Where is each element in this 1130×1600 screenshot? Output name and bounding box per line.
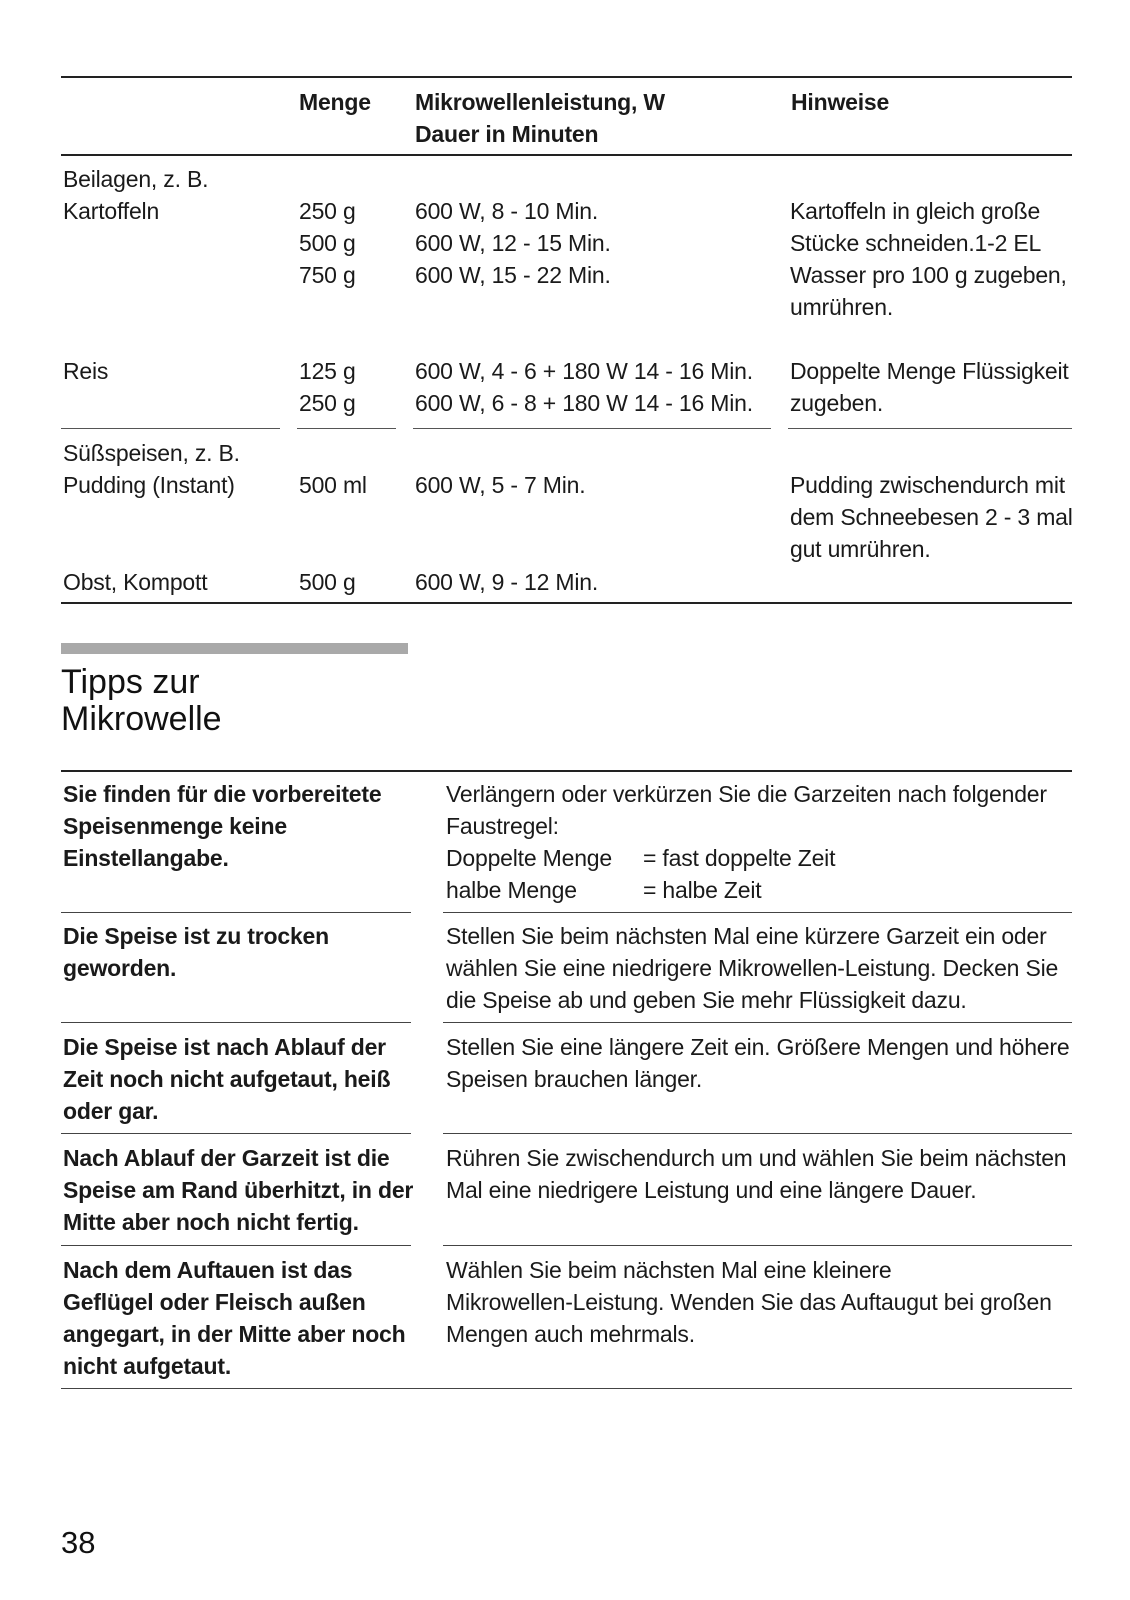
cell-hinweis: Pudding zwischendurch mit: [790, 472, 1065, 498]
rule-right: = fast doppelte Zeit: [643, 845, 836, 871]
tip-divider: [443, 1245, 1072, 1246]
section-title-line2: Mikrowelle: [61, 700, 222, 738]
tip-solution: Speisen brauchen länger.: [446, 1066, 703, 1092]
section-accent-bar: [61, 643, 408, 654]
tip-solution: Mengen auch mehrmals.: [446, 1321, 695, 1347]
cell-hinweis: Stücke schneiden.1-2 EL: [790, 230, 1042, 256]
tip-problem: geworden.: [63, 955, 177, 981]
tip-solution: Mikrowellen-Leistung. Wenden Sie das Auftaugut bei großen: [446, 1289, 1052, 1315]
section-title-line1: Tipps zur: [61, 663, 200, 701]
tip-solution: Stellen Sie eine längere Zeit ein. Größere Mengen und höhere: [446, 1034, 1070, 1060]
cell-hinweis: Doppelte Menge Flüssigkeit: [790, 358, 1069, 384]
tip-divider: [443, 1022, 1072, 1023]
cell-hinweis: Kartoffeln in gleich große: [790, 198, 1041, 224]
tip-divider: [443, 1133, 1072, 1134]
rule-left: Doppelte Menge: [446, 845, 612, 871]
cell-hinweis: umrühren.: [790, 294, 894, 320]
cell-leistung: 600 W, 8 - 10 Min.: [415, 198, 599, 224]
group-divider: [297, 428, 396, 429]
tip-solution: Mal eine niedrigere Leistung und eine längere Dauer.: [446, 1177, 977, 1203]
row-beilagen-label: Beilagen, z. B.: [63, 166, 209, 192]
tip-problem: Mitte aber noch nicht fertig.: [63, 1209, 359, 1235]
tip-divider: [443, 912, 1072, 913]
tip-problem: Die Speise ist zu trocken: [63, 923, 329, 949]
tip-divider: [61, 1133, 411, 1134]
tip-solution: die Speise ab und geben Sie mehr Flüssigkeit dazu.: [446, 987, 967, 1013]
header-hinweise: Hinweise: [791, 89, 890, 115]
cell-hinweis: zugeben.: [790, 390, 884, 416]
tip-problem: Einstellangabe.: [63, 845, 229, 871]
tips-bottom-rule: [61, 1388, 1072, 1389]
tip-problem: Zeit noch nicht aufgetaut, heiß: [63, 1066, 391, 1092]
rule-right: = halbe Zeit: [643, 877, 762, 903]
rule-left: halbe Menge: [446, 877, 577, 903]
tip-solution: Wählen Sie beim nächsten Mal eine kleinere: [446, 1257, 892, 1283]
cell-leistung: 600 W, 5 - 7 Min.: [415, 472, 586, 498]
header-leistung-line2: Dauer in Minuten: [415, 121, 599, 147]
tip-problem: Die Speise ist nach Ablauf der: [63, 1034, 386, 1060]
tip-divider: [61, 1245, 411, 1246]
tip-divider: [61, 912, 411, 913]
tip-problem: Nach Ablauf der Garzeit ist die: [63, 1145, 390, 1171]
cell-menge: 750 g: [299, 262, 356, 288]
tip-problem: Speisenmenge keine: [63, 813, 287, 839]
tip-problem: oder gar.: [63, 1098, 159, 1124]
tips-top-rule: [61, 770, 1072, 772]
cell-leistung: 600 W, 9 - 12 Min.: [415, 569, 599, 595]
tip-problem: Sie finden für die vorbereitete: [63, 781, 382, 807]
row-reis-label: Reis: [63, 358, 109, 384]
tip-problem: Speise am Rand überhitzt, in der: [63, 1177, 414, 1203]
tip-solution: Rühren Sie zwischendurch um und wählen Sie beim nächsten: [446, 1145, 1067, 1171]
tip-solution: Verlängern oder verkürzen Sie die Garzeiten nach folgender: [446, 781, 1047, 807]
cell-leistung: 600 W, 4 - 6 + 180 W 14 - 16 Min.: [415, 358, 753, 384]
cell-hinweis: gut umrühren.: [790, 536, 931, 562]
cell-leistung: 600 W, 6 - 8 + 180 W 14 - 16 Min.: [415, 390, 753, 416]
group-divider: [413, 428, 771, 429]
cell-leistung: 600 W, 15 - 22 Min.: [415, 262, 611, 288]
cell-menge: 500 g: [299, 230, 356, 256]
header-leistung-line1: Mikrowellenleistung, W: [415, 89, 665, 115]
table-bottom-rule: [61, 602, 1072, 604]
cell-menge: 125 g: [299, 358, 356, 384]
cell-hinweis: dem Schneebesen 2 - 3 mal: [790, 504, 1073, 530]
tip-problem: nicht aufgetaut.: [63, 1353, 232, 1379]
tip-solution: Stellen Sie beim nächsten Mal eine kürzere Garzeit ein oder: [446, 923, 1047, 949]
cell-menge: 250 g: [299, 390, 356, 416]
tip-solution: Faustregel:: [446, 813, 559, 839]
row-obst-label: Obst, Kompott: [63, 569, 208, 595]
tip-problem: Nach dem Auftauen ist das: [63, 1257, 353, 1283]
tip-divider: [61, 1022, 411, 1023]
cell-menge: 500 g: [299, 569, 356, 595]
table-top-rule: [61, 76, 1072, 78]
cell-menge: 250 g: [299, 198, 356, 224]
header-menge: Menge: [299, 89, 371, 115]
header-bottom-rule: [61, 154, 1072, 156]
page-number: 38: [61, 1525, 96, 1560]
tip-problem: Geflügel oder Fleisch außen: [63, 1289, 366, 1315]
tip-solution: wählen Sie eine niedrigere Mikrowellen-Leistung. Decken Sie: [446, 955, 1059, 981]
row-pudding-label: Pudding (Instant): [63, 472, 235, 498]
cell-menge: 500 ml: [299, 472, 367, 498]
section-title: [61, 664, 222, 738]
group-divider: [788, 428, 1072, 429]
cell-leistung: 600 W, 12 - 15 Min.: [415, 230, 611, 256]
group-divider: [61, 428, 280, 429]
cell-hinweis: Wasser pro 100 g zugeben,: [790, 262, 1067, 288]
tip-problem: angegart, in der Mitte aber noch: [63, 1321, 406, 1347]
row-kartoffeln-label: Kartoffeln: [63, 198, 160, 224]
row-suessspeisen-label: Süßspeisen, z. B.: [63, 440, 240, 466]
